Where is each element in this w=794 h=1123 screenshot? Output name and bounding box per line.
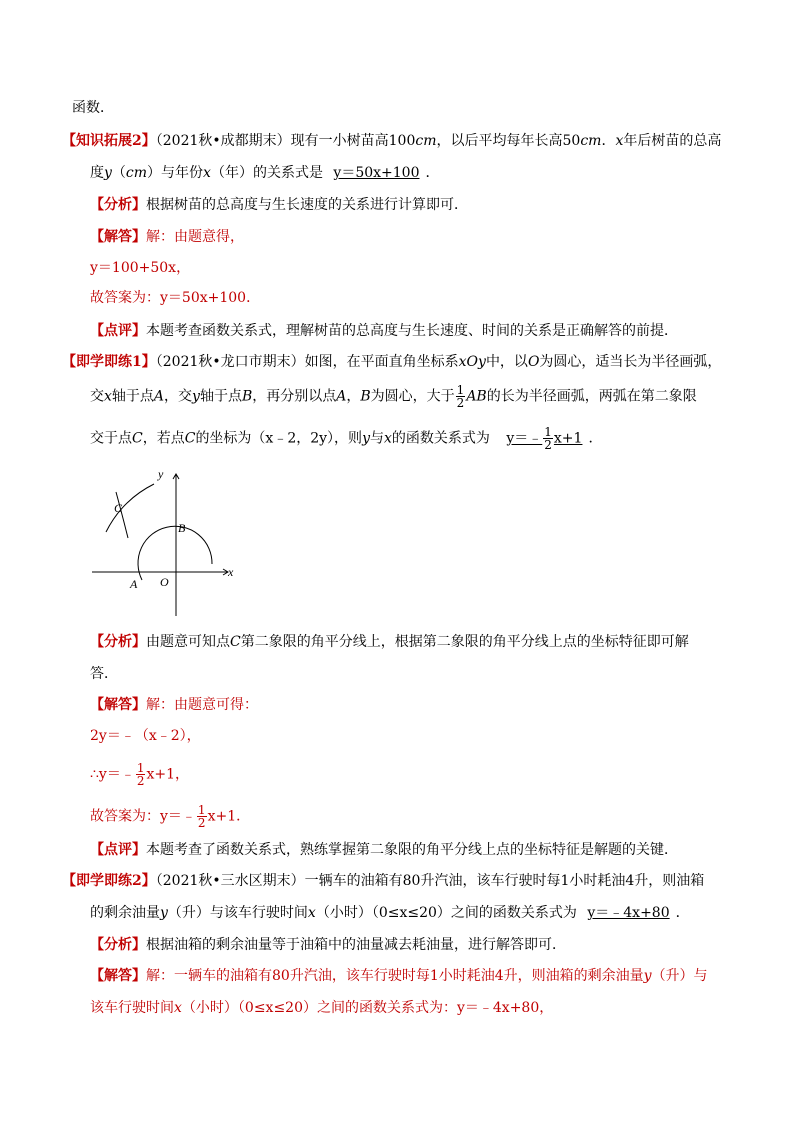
equation-line: [90, 258, 190, 278]
text: 解：一辆车的油箱有80升汽油，该车行驶时每1小时耗油4升，则油箱的剩余油量: [146, 968, 644, 984]
text: 的长为半径画弧，两弧在第二象限: [486, 388, 697, 405]
fraction-denominator: 2: [136, 774, 145, 788]
text: （升）与: [651, 968, 708, 984]
label-c: C: [114, 501, 123, 515]
text: ，若点: [142, 430, 185, 447]
comment-tag: 【点评】: [90, 842, 146, 858]
text: ）与年份: [147, 165, 204, 181]
equation-line: [90, 726, 201, 746]
text: x: [203, 165, 211, 181]
text: x: [104, 388, 112, 405]
text: 为圆心，适当长为半径画弧，: [539, 354, 722, 370]
fraction-denominator: 2: [456, 396, 465, 410]
label-x: x: [228, 565, 234, 579]
p2-analysis-line: [90, 935, 566, 955]
text: x: [383, 430, 392, 447]
final-answer: 故答案为：y＝50x+100．: [90, 290, 261, 306]
text: y: [643, 968, 652, 984]
text: y: [362, 430, 370, 447]
fraction-denominator: 2: [197, 816, 206, 830]
text: y: [192, 388, 200, 405]
text: （升）与该车行驶时间: [167, 905, 308, 921]
text: ，: [346, 388, 361, 405]
p1-question-line1: [62, 352, 721, 372]
p2-solution-line2: [90, 998, 553, 1018]
fraction: [456, 384, 466, 409]
text: ．: [425, 165, 440, 181]
text: 的函数关系式为: [391, 430, 490, 447]
fraction: [543, 426, 553, 451]
p1-analysis-line1: [90, 632, 689, 652]
fraction: [136, 762, 146, 787]
text: 的坐标为（x﹣2，2y），则: [195, 430, 363, 447]
text: 答．: [90, 666, 118, 682]
ext2-question-line1: [62, 131, 721, 151]
section-tag: 【知识拓展2】: [62, 133, 156, 149]
text: x: [174, 1000, 182, 1016]
text: 轴于点: [111, 388, 154, 405]
text: （小时）（0≤x≤20）之间的函数关系式为：y＝﹣4x+80，: [181, 1000, 554, 1016]
text: 故答案为：y＝﹣: [90, 808, 196, 825]
text: ，以后平均每年长高50: [436, 133, 581, 149]
text: 根据油箱的剩余油量等于油箱中的油量减去耗油量，进行解答即可．: [146, 937, 566, 953]
text: x: [307, 905, 316, 921]
comment-line: [90, 321, 678, 341]
ext2-question-line2: [90, 163, 439, 183]
coordinate-figure: [88, 462, 248, 622]
text: B: [360, 388, 371, 405]
text: ，再分别以点: [252, 388, 337, 405]
analysis-tag: 【分析】: [90, 197, 146, 213]
fraction-numerator: 1: [197, 803, 206, 817]
text: cm: [415, 133, 437, 149]
text: 交: [90, 388, 104, 405]
label-o: O: [160, 575, 169, 589]
text: ．: [601, 133, 616, 149]
text: x+1．: [207, 808, 251, 825]
text: （年）的关系式是: [210, 165, 323, 181]
text: ．: [675, 905, 690, 921]
text: 一辆车的油箱有80升汽油，该车行驶时每1小时耗油4升，则油箱: [304, 873, 705, 889]
equation: y＝100+50x，: [90, 260, 191, 276]
p2-question-line1: [62, 871, 704, 891]
text: x: [615, 133, 624, 149]
final-answer-line: [90, 288, 260, 308]
section-tag: 【即学即练2】: [62, 873, 156, 889]
text: 根据树苗的总高度与生长速度的关系进行计算即可．: [146, 197, 468, 213]
text: （小时）（0≤x≤20）之间的函数关系式为: [315, 905, 577, 921]
p1-analysis-line2: [90, 664, 118, 684]
comment-tag: 【点评】: [90, 323, 146, 339]
source: （2021秋•成都期末）: [155, 133, 291, 149]
text: 为圆心，大于: [370, 388, 455, 405]
answer-blank: [494, 426, 588, 451]
text: ∴y＝﹣: [90, 766, 135, 783]
fraction-numerator: 1: [136, 761, 145, 775]
solution-tag: 【解答】: [90, 968, 146, 984]
text: （: [111, 165, 126, 181]
text: x+1: [553, 430, 583, 447]
text: C: [132, 430, 143, 447]
fraction-numerator: 1: [456, 383, 465, 397]
text: 函数．: [72, 100, 114, 116]
equation: 2y＝﹣（x﹣2），: [90, 728, 201, 744]
p2-solution-line1: [90, 966, 708, 986]
fraction-numerator: 1: [544, 425, 552, 439]
text: 解：由题意可得：: [146, 697, 258, 713]
fraction: [197, 804, 207, 829]
answer-blank: y＝50x+100: [333, 165, 420, 181]
text: 由题意可知点: [146, 634, 230, 650]
text: cm: [580, 133, 602, 149]
fraction-denominator: 2: [544, 438, 552, 452]
text: C: [230, 634, 241, 650]
analysis-tag: 【分析】: [90, 634, 146, 650]
text: ．: [588, 430, 603, 447]
arc-from-b: [116, 492, 128, 538]
p1-question-line2: [90, 384, 697, 409]
text: 该车行驶时间: [90, 1000, 174, 1016]
text: C: [184, 430, 196, 447]
answer-blank: y＝﹣4x+80: [587, 905, 670, 921]
final-answer-line: [90, 804, 250, 829]
p1-solution-line: [90, 695, 258, 715]
text: 中，以: [485, 354, 528, 370]
section-tag: 【即学即练1】: [62, 354, 156, 370]
text: 与: [369, 430, 384, 447]
text: 度: [90, 165, 104, 181]
text: ，交: [164, 388, 193, 405]
equation-line: [90, 762, 189, 787]
text: y: [104, 165, 112, 181]
text: 现有一小树苗高100: [290, 133, 416, 149]
text: O: [527, 354, 540, 370]
solution-tag: 【解答】: [90, 697, 146, 713]
text: 轴于点: [199, 388, 242, 405]
text: 交于点: [90, 430, 132, 447]
analysis-tag: 【分析】: [90, 937, 146, 953]
text: A: [153, 388, 165, 405]
label-a: A: [130, 577, 138, 591]
text: y: [160, 905, 168, 921]
text: 解：由题意得，: [146, 229, 244, 245]
p1-question-line3: [90, 426, 602, 451]
text: A: [336, 388, 347, 405]
source: （2021秋•龙口市期末）: [155, 354, 305, 370]
text: y＝﹣: [506, 430, 543, 447]
text: 第二象限的角平分线上，根据第二象限的角平分线上点的坐标特征即可解: [240, 634, 689, 650]
text: B: [241, 388, 253, 405]
text: 年后树苗的总高: [623, 133, 722, 149]
text: 如图，在平面直角坐标系: [304, 354, 459, 370]
label-y: y: [158, 467, 164, 481]
source: （2021秋•三水区期末）: [155, 873, 305, 889]
label-b: B: [178, 521, 186, 535]
comment-line: [90, 840, 678, 860]
solution-line: [90, 227, 244, 247]
text: cm: [125, 165, 148, 181]
text: 的剩余油量: [90, 905, 160, 921]
text-line: [72, 98, 114, 118]
text: xOy: [458, 354, 486, 370]
text: AB: [466, 388, 487, 405]
text: 本题考查了函数关系式，熟练掌握第二象限的角平分线上点的坐标特征是解题的关键．: [146, 842, 678, 858]
analysis-line: [90, 195, 468, 215]
solution-tag: 【解答】: [90, 229, 146, 245]
text: 本题考查函数关系式，理解树苗的总高度与生长速度、时间的关系是正确解答的前提．: [146, 323, 678, 339]
p2-question-line2: [90, 903, 690, 923]
text: x+1，: [146, 766, 190, 783]
